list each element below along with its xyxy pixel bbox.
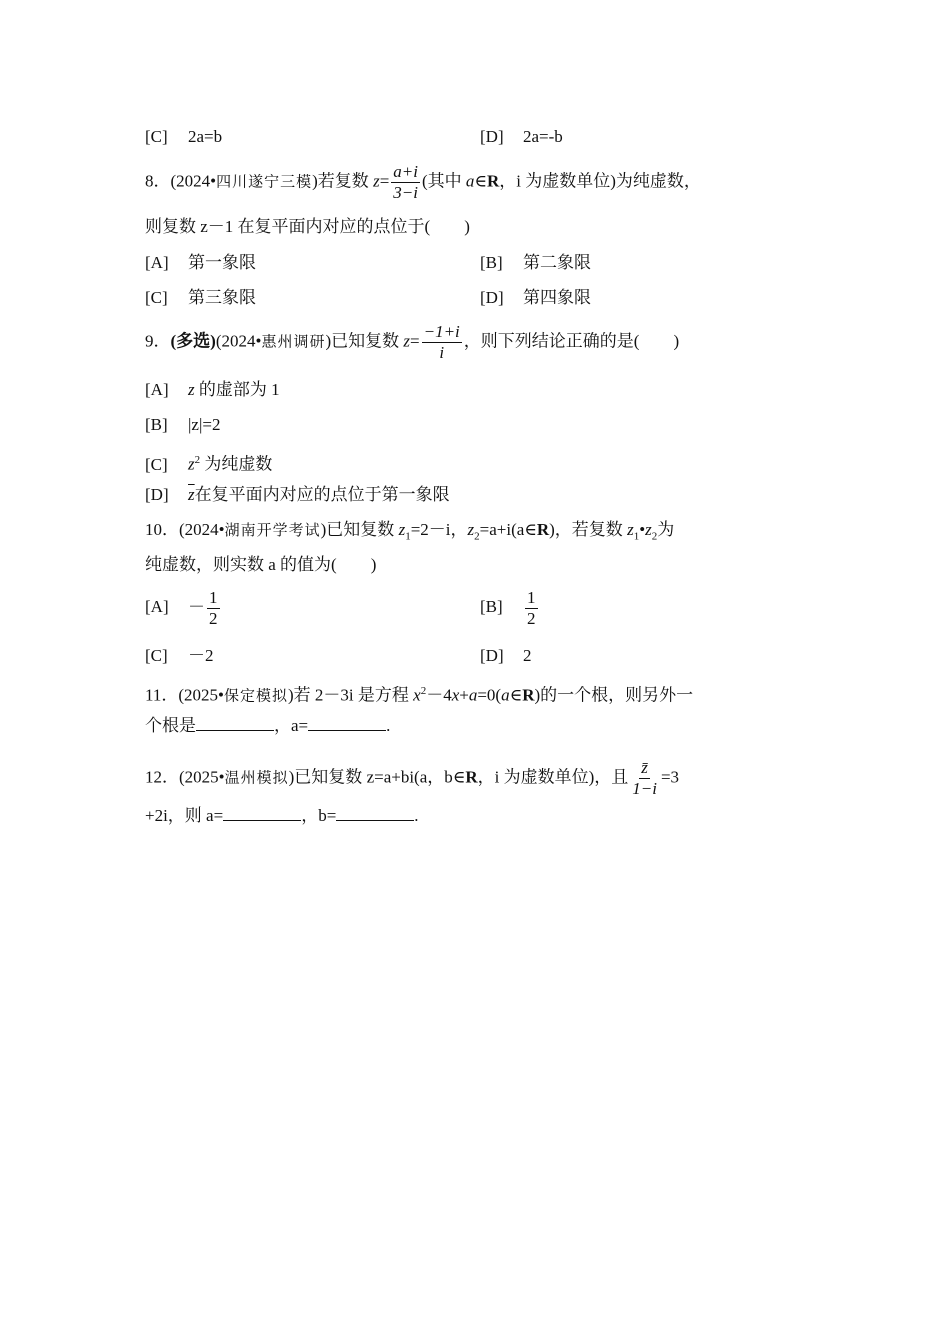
- stem-text: +2i，则 a=: [145, 806, 224, 825]
- option-text: 第二象限: [523, 253, 591, 272]
- option-label: [A]: [145, 380, 169, 399]
- q9-stem: 9．(多选)(2024•惠州调研)已知复数 z= $\frac{-1+i}{i}$ ，则下列结论正确的是( ): [145, 322, 680, 362]
- q9-option-a: [A] z 的虚部为 1: [145, 380, 280, 399]
- source: 湖南开学考试: [224, 521, 321, 539]
- q10-option-b: [480, 588, 540, 629]
- stem-text: .: [414, 806, 419, 825]
- stem-text: )，若复数: [549, 520, 623, 539]
- answer-blank[interactable]: [223, 806, 301, 821]
- answer-blank[interactable]: [196, 716, 274, 731]
- stem-text: 个根是: [145, 716, 196, 735]
- option-label: [D]: [145, 485, 169, 504]
- stem-text: .: [386, 716, 391, 735]
- denominator: 3−i: [393, 183, 418, 202]
- fraction: [391, 162, 420, 203]
- numerator: a+i: [393, 162, 418, 181]
- q9-option-d: [D] $\overline{z}$在复平面内对应的点位于第一象限: [145, 485, 450, 504]
- option-label: [D]: [480, 127, 504, 146]
- source: 四川遂宁三模: [216, 172, 313, 191]
- stem-text: 的一个根，则另外一: [540, 685, 694, 705]
- denominator: i: [439, 343, 445, 362]
- q12-stem: 12．(2025•温州模拟)已知复数 z=a+bi(a，b∈R，i 为虚数单位)，且 $\frac{z̄}{1-i}$ =3: [145, 758, 680, 798]
- stem-text: ，i 为虚数单位)，且: [477, 767, 629, 787]
- numerator: z̄: [641, 758, 648, 777]
- denominator: 2: [527, 609, 536, 628]
- numerator: −1+i: [423, 322, 460, 341]
- option-text: 第四象限: [523, 288, 591, 307]
- year: (2025: [178, 685, 219, 705]
- stem-text: )已知复数: [325, 331, 400, 351]
- stem-text: =2－i，: [410, 520, 468, 539]
- fraction: [207, 588, 220, 629]
- year: (2024: [170, 171, 211, 191]
- answer-blank[interactable]: [308, 716, 386, 731]
- year: (2024: [215, 331, 256, 351]
- q10-stem: 10．(2024•湖南开学考试)已知复数 $z_1=2-i$，$z_2=a+i(a\in R)$，若复数 $z_1•z_2$为: [145, 520, 675, 543]
- q8-option-c: [145, 287, 256, 309]
- option-label: [C]: [145, 288, 168, 307]
- stem-text: =3: [660, 767, 680, 787]
- stem-text: ，则下列结论正确的是( ): [463, 331, 680, 351]
- q8-option-b: [480, 252, 591, 274]
- option-text: 为纯虚数: [204, 454, 273, 474]
- option-text: 在复平面内对应的点位于第一象限: [194, 485, 450, 504]
- stem-text: )若 2－3i 是方程: [288, 685, 409, 705]
- option-label: [C]: [145, 454, 168, 474]
- q8-stem: 8．(2024•四川遂宁三模)若复数 z= $\frac{a+i}{3-i}$ (其中 a∈R，i 为虚数单位)为纯虚数，: [145, 162, 701, 202]
- question-number: 8．: [145, 171, 171, 191]
- year: (2025: [179, 767, 219, 787]
- fraction: [525, 588, 538, 629]
- answer-blank[interactable]: [336, 806, 414, 821]
- stem-text: z=a+bi(a，b∈: [366, 767, 466, 787]
- q12-stem-line2: [145, 805, 419, 827]
- option-text: 第一象限: [188, 253, 256, 272]
- question-number: 12．: [145, 767, 179, 787]
- question-number: 9．: [145, 331, 171, 351]
- q10-option-c: [145, 645, 214, 667]
- source: 保定模拟: [224, 686, 289, 705]
- stem-text: 为: [657, 520, 675, 539]
- q7-option-c: [145, 126, 222, 148]
- q10-stem-line2: 纯虚数，则实数 a 的值为( ): [145, 555, 377, 574]
- option-label: [D]: [480, 646, 504, 665]
- option-label: [A]: [145, 253, 169, 272]
- option-label: [C]: [145, 646, 168, 665]
- option-text: 的虚部为 1: [198, 380, 280, 399]
- option-text: －2: [188, 646, 214, 665]
- numerator: 1: [209, 588, 218, 607]
- option-text: 第三象限: [188, 288, 256, 307]
- q11-stem: 11．(2025•保定模拟)若 2－3i 是方程 $x^2-4x+a=0(a\in R)$的一个根，则另外一: [145, 685, 694, 705]
- numerator: 1: [527, 588, 536, 607]
- q9-option-c: [C] $z^2$ 为纯虚数: [145, 454, 273, 474]
- q10-option-a: [145, 588, 222, 629]
- stem-text: ，b=: [301, 806, 337, 825]
- stem-text: ，i 为虚数单位)为纯虚数，: [499, 171, 701, 191]
- q8-stem-line2: 则复数 z－1 在复平面内对应的点位于( ): [145, 217, 470, 236]
- option-text: 2a=b: [188, 127, 223, 146]
- fraction: [422, 322, 462, 363]
- stem-text: )已知复数: [320, 520, 395, 539]
- sign: －: [188, 597, 205, 617]
- q9-option-b: [145, 414, 220, 436]
- option-label: [B]: [480, 253, 503, 272]
- multi-select-tag: (多选): [170, 331, 216, 351]
- option-text: 2a=-b: [523, 127, 563, 146]
- stem-text: =a+i(a∈: [479, 520, 537, 539]
- source: 温州模拟: [224, 768, 289, 787]
- year: (2024: [179, 520, 219, 539]
- question-number: 11．: [145, 685, 179, 705]
- stem-text: ，a=: [274, 716, 309, 735]
- stem-text: (其中: [421, 171, 462, 191]
- question-number: 10．: [145, 520, 179, 539]
- option-label: [A]: [145, 597, 169, 617]
- source: 惠州调研: [261, 332, 326, 351]
- option-label: [B]: [145, 415, 168, 434]
- option-text: |z|=2: [188, 415, 221, 434]
- stem-text: )已知复数: [288, 767, 363, 787]
- option-label: [B]: [480, 597, 503, 617]
- option-label: [D]: [480, 288, 504, 307]
- q7-option-d: [480, 126, 563, 148]
- denominator: 1−i: [632, 779, 657, 798]
- q10-option-d: [480, 645, 532, 667]
- stem-text: )若复数: [312, 171, 369, 191]
- option-label: [C]: [145, 127, 168, 146]
- q11-stem-line2: [145, 715, 390, 737]
- q8-option-a: [145, 252, 256, 274]
- denominator: 2: [209, 609, 218, 628]
- q8-option-d: [480, 287, 591, 309]
- fraction: [630, 758, 659, 799]
- option-text: 2: [523, 646, 532, 665]
